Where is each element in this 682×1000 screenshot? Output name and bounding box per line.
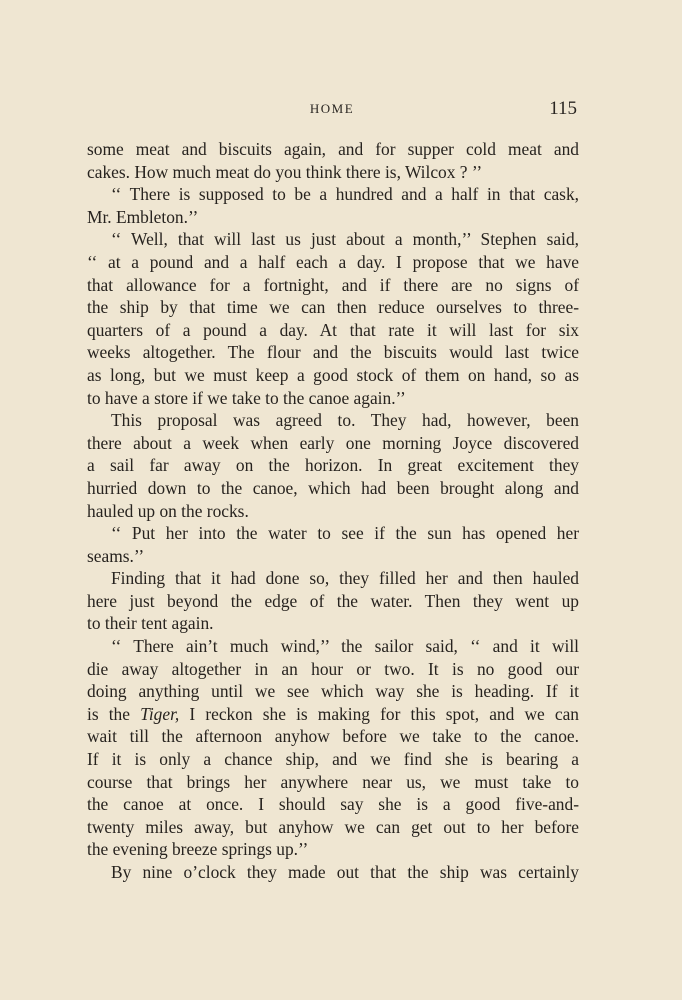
text-line: ‘‘ Put her into the water to see if the sun has opened her <box>111 523 579 544</box>
text-line: as long, but we must keep a good stock of them on hand, so as <box>87 364 579 385</box>
text-line: to have a store if we take to the canoe again.’’ <box>87 387 406 408</box>
text-line: wait till the afternoon anyhow before we take to the canoe. <box>87 726 579 747</box>
text-line: weeks altogether. The flour and the biscuits would last twice <box>87 342 579 363</box>
text-line: die away altogether in an hour or two. It is no good our <box>87 658 579 679</box>
text-line: If it is only a chance ship, and we find she is bearing a <box>87 749 579 770</box>
text-line: here just beyond the edge of the water. Then they went up <box>87 590 579 611</box>
text-line: hauled up on the rocks. <box>87 500 249 521</box>
text-line: quarters of a pound a day. At that rate it will last for six <box>87 319 579 340</box>
text-line: By nine o’clock they made out that the ship was certainly <box>111 862 579 882</box>
text-line: some meat and biscuits again, and for supper cold meat and <box>87 139 579 159</box>
text-line: This proposal was agreed to. They had, however, been <box>111 410 579 431</box>
text-line: course that brings her anywhere near us, we must take to <box>87 771 579 792</box>
text-segment: I reckon she is making for this spot, and we can <box>179 703 579 724</box>
text-line: ‘‘ There ain’t much wind,’’ the sailor said, ‘‘ and it will <box>111 636 579 657</box>
page-number: 115 <box>549 98 577 119</box>
text-line: cakes. How much meat do you think there is, Wilcox ? ’’ <box>87 161 483 182</box>
text-line: the evening breeze springs up.’’ <box>87 839 309 860</box>
text-line: there about a week when early one morning Joyce discovered <box>87 432 579 453</box>
text-line: seams.’’ <box>87 545 145 566</box>
text-line: ‘‘ Well, that will last us just about a month,’’ Stephen said, <box>111 229 579 250</box>
running-head: HOME <box>309 101 355 116</box>
body-text <box>87 138 579 884</box>
text-line: to their tent again. <box>87 613 214 634</box>
text-line: Finding that it had done so, they filled her and then hauled <box>111 568 579 589</box>
ship-name-italic: Tiger, <box>140 703 180 724</box>
page-header <box>87 98 577 122</box>
text-line: the canoe at once. I should say she is a good five-and- <box>87 794 579 815</box>
text-line: doing anything until we see which way she is heading. If it <box>87 681 579 702</box>
text-line <box>87 703 579 726</box>
text-line: the ship by that time we can then reduce ourselves to three- <box>87 297 579 318</box>
text-line: a sail far away on the horizon. In great excitement they <box>87 455 579 476</box>
text-line: twenty miles away, but anyhow we can get out to her before <box>87 816 579 837</box>
text-segment: is the <box>87 703 141 724</box>
text-line: ‘‘ at a pound and a half each a day. I propose that we have <box>87 251 579 272</box>
text-line: that allowance for a fortnight, and if there are no signs of <box>87 274 579 295</box>
text-line: Mr. Embleton.’’ <box>87 206 199 227</box>
text-line: hurried down to the canoe, which had been brought along and <box>87 477 579 498</box>
text-line: ‘‘ There is supposed to be a hundred and a half in that cask, <box>111 184 579 205</box>
